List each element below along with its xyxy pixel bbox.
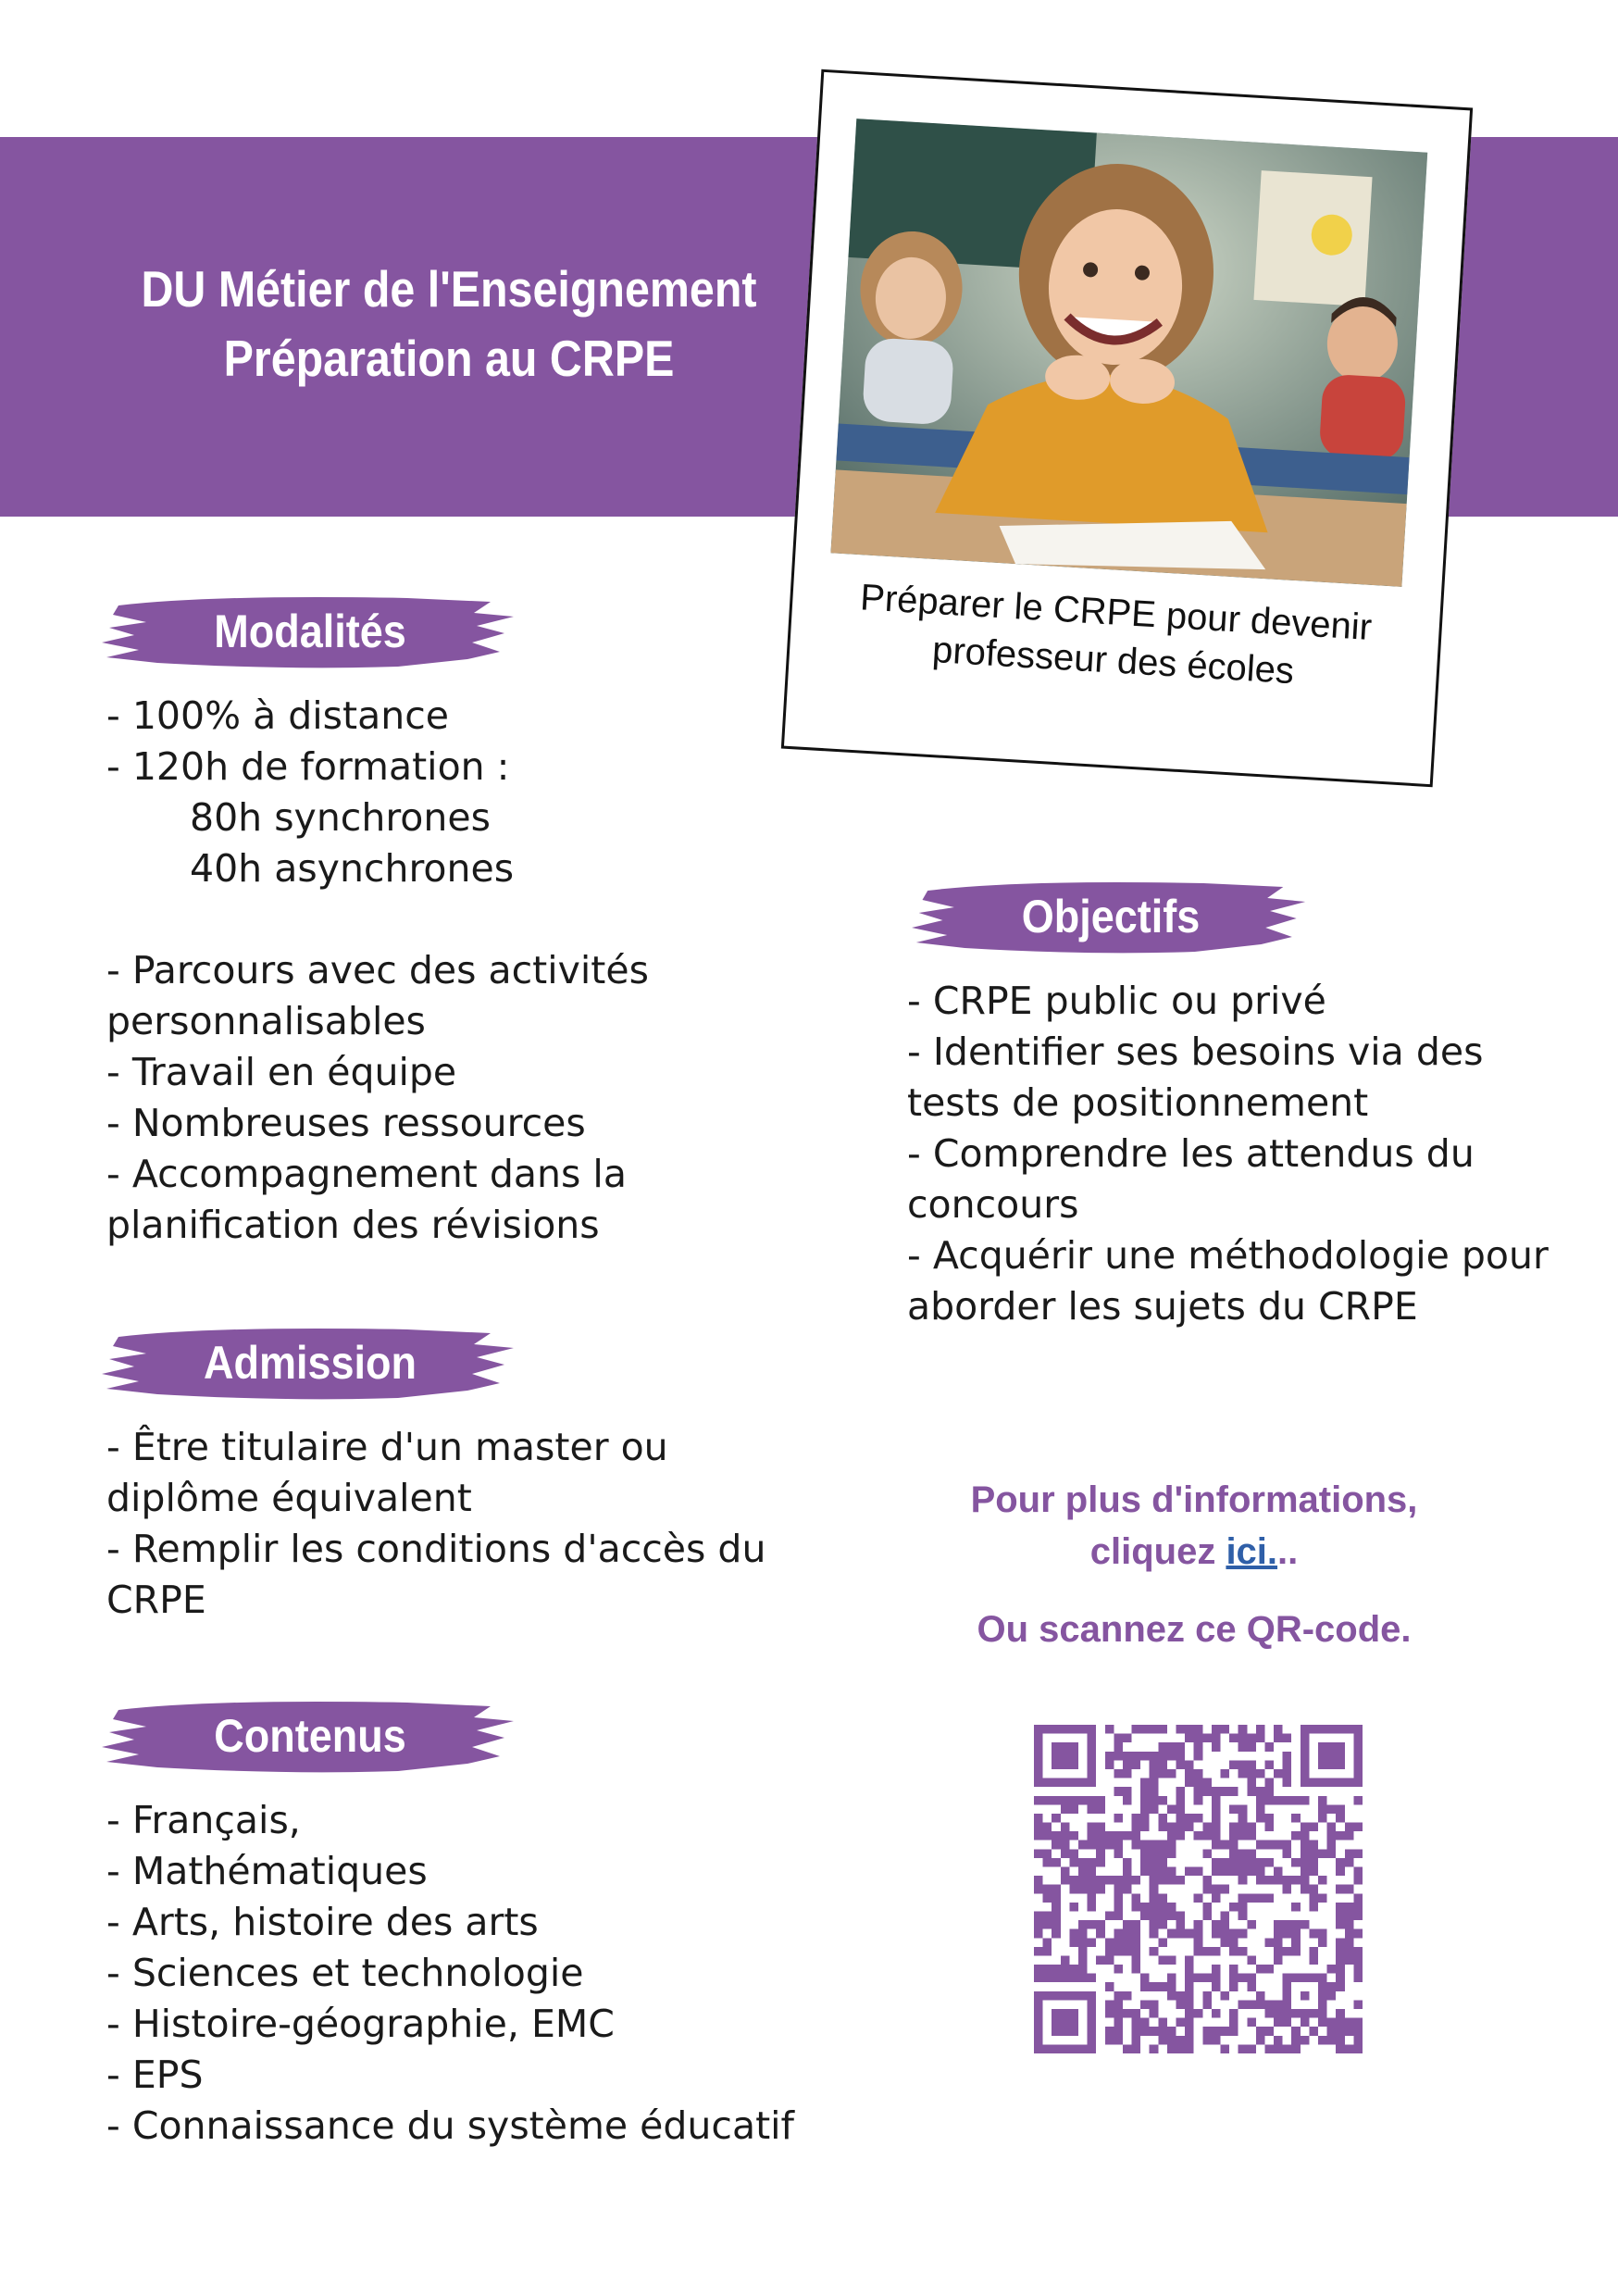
info-line-3: Ou scannez ce QR-code. xyxy=(977,1609,1412,1650)
list-item: - Comprendre les attendus du xyxy=(907,1131,1475,1176)
list-item: CRPE xyxy=(106,1578,206,1622)
objectifs-list xyxy=(907,976,1549,1332)
list-spacer xyxy=(106,894,649,945)
list-item: 40h asynchrones xyxy=(190,846,515,891)
list-item: - Histoire-géographie, EMC xyxy=(106,2002,615,2046)
photo-caption xyxy=(789,569,1440,704)
info-line-2 xyxy=(879,1526,1509,1578)
qr-code[interactable] xyxy=(1034,1725,1363,2053)
list-item: - Sciences et technologie xyxy=(106,1951,584,1995)
info-line-1: Pour plus d'informations, xyxy=(970,1479,1418,1520)
contenus-heading-badge xyxy=(102,1690,518,1782)
list-item: - EPS xyxy=(106,2053,204,2097)
list-item: - Arts, histoire des arts xyxy=(106,1900,539,1944)
list-item: - Mathématiques xyxy=(106,1849,428,1893)
list-item: - Parcours avec des activités xyxy=(106,948,649,992)
info-suffix: .. xyxy=(1277,1531,1299,1572)
title-line-2: Préparation au CRPE xyxy=(223,330,675,387)
list-item: concours xyxy=(907,1182,1079,1227)
list-item: - Travail en équipe xyxy=(106,1050,457,1094)
modalites-list xyxy=(106,691,649,1251)
list-item: - Accompagnement dans la xyxy=(106,1152,627,1196)
info-block xyxy=(879,1474,1509,1655)
objectifs-heading: Objectifs xyxy=(1021,891,1201,942)
polaroid-frame xyxy=(781,69,1473,788)
list-item: - Acquérir une méthodologie pour xyxy=(907,1233,1549,1278)
info-prefix: cliquez xyxy=(1089,1531,1226,1572)
page-title xyxy=(86,255,811,393)
list-item: - Nombreuses ressources xyxy=(106,1101,586,1145)
info-link[interactable]: ici. xyxy=(1226,1531,1278,1572)
list-item: - 100% à distance xyxy=(106,693,449,738)
list-item: 80h synchrones xyxy=(190,795,491,840)
list-item: - Identifier ses besoins via des xyxy=(907,1029,1484,1074)
modalites-heading-badge xyxy=(102,585,518,678)
list-item: - Remplir les conditions d'accès du xyxy=(106,1527,766,1571)
classroom-photo xyxy=(830,119,1427,587)
list-item: planification des révisions xyxy=(106,1203,600,1247)
caption-line-2: professeur des écoles xyxy=(930,629,1296,693)
list-item: - Connaissance du système éducatif xyxy=(106,2103,794,2148)
objectifs-heading-badge xyxy=(912,870,1310,963)
list-item: - Être titulaire d'un master ou xyxy=(106,1425,668,1469)
list-item: personnalisables xyxy=(106,999,426,1043)
list-item: diplôme équivalent xyxy=(106,1476,472,1520)
list-item: tests de positionnement xyxy=(907,1080,1369,1125)
admission-list xyxy=(106,1422,765,1626)
modalites-heading: Modalités xyxy=(214,605,406,657)
admission-heading: Admission xyxy=(203,1337,417,1389)
admission-heading-badge xyxy=(102,1316,518,1409)
list-item: aborder les sujets du CRPE xyxy=(907,1284,1418,1329)
contenus-list xyxy=(106,1795,794,2152)
list-item: - 120h de formation : xyxy=(106,744,510,789)
caption-line-1: Préparer le CRPE pour devenir xyxy=(859,577,1374,649)
contenus-heading: Contenus xyxy=(214,1710,406,1762)
list-item: - CRPE public ou privé xyxy=(907,979,1326,1023)
title-line-1: DU Métier de l'Enseignement xyxy=(141,260,757,318)
list-item: - Français, xyxy=(106,1798,301,1842)
